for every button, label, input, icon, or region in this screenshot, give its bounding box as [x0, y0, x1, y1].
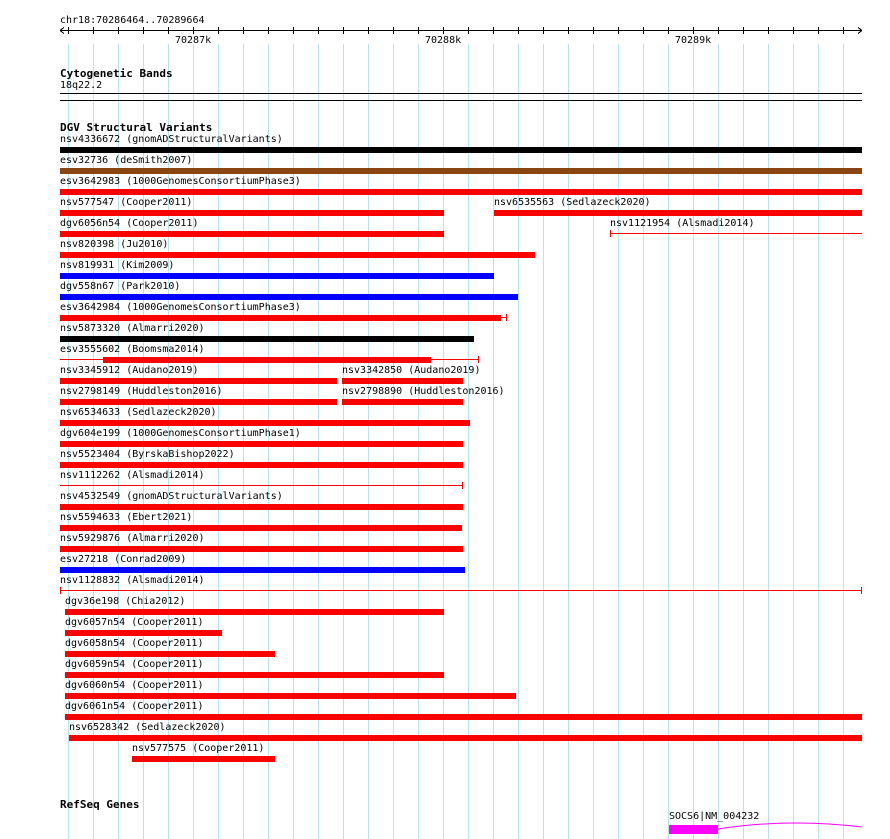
- feature-end-cap: [861, 587, 862, 594]
- feature-bar[interactable]: [65, 672, 444, 678]
- feature-label: dgv6061n54 (Cooper2011): [65, 701, 204, 712]
- feature-label: dgv6059n54 (Cooper2011): [65, 659, 204, 670]
- feature-label: dgv6058n54 (Cooper2011): [65, 638, 204, 649]
- feature-label: nsv1128832 (Alsmadi2014): [60, 575, 205, 586]
- tick-label-3: 70289k: [675, 35, 712, 46]
- dgv-track-title[interactable]: DGV Structural Variants: [60, 121, 213, 134]
- feature-bar[interactable]: [60, 546, 463, 552]
- feature-label: dgv6056n54 (Cooper2011): [60, 218, 199, 229]
- feature-bar[interactable]: [60, 504, 463, 510]
- feature-label: dgv6057n54 (Cooper2011): [65, 617, 204, 628]
- feature-label: nsv4532549 (gnomADStructuralVariants): [60, 491, 283, 502]
- feature-end-cap: [506, 314, 507, 321]
- cyto-band-top: [60, 93, 862, 94]
- gene-label: SOCS6|NM_004232: [669, 811, 760, 822]
- feature-line[interactable]: [610, 233, 862, 234]
- feature-label: dgv36e198 (Chia2012): [65, 596, 186, 607]
- feature-bar[interactable]: [60, 168, 862, 174]
- feature-end-cap: [610, 230, 611, 237]
- feature-label: nsv5929876 (Almarri2020): [60, 533, 205, 544]
- tick-label-2: 70288k: [425, 35, 462, 46]
- feature-label: esv3555602 (Boomsma2014): [60, 344, 205, 355]
- feature-bar[interactable]: [60, 525, 462, 531]
- feature-bar[interactable]: [65, 609, 444, 615]
- feature-bar[interactable]: [60, 399, 337, 405]
- feature-bar[interactable]: [65, 693, 516, 699]
- cyto-band-label: 18q22.2: [60, 80, 103, 91]
- cyto-band-bottom: [60, 100, 862, 101]
- feature-label: nsv1121954 (Alsmadi2014): [610, 218, 755, 229]
- feature-label: nsv577575 (Cooper2011): [132, 743, 265, 754]
- feature-label: nsv6528342 (Sedlazeck2020): [69, 722, 226, 733]
- feature-label: nsv5523404 (ByrskaBishop2022): [60, 449, 235, 460]
- feature-bar[interactable]: [60, 462, 463, 468]
- feature-bar[interactable]: [69, 735, 862, 741]
- feature-bar[interactable]: [60, 315, 501, 321]
- feature-label: nsv1112262 (Alsmadi2014): [60, 470, 205, 481]
- feature-bar[interactable]: [60, 231, 444, 237]
- feature-label: esv3642983 (1000GenomesConsortiumPhase3): [60, 176, 301, 187]
- feature-bar[interactable]: [60, 252, 535, 258]
- location-label: chr18:70286464..70289664: [60, 15, 205, 26]
- feature-label: nsv5594633 (Ebert2021): [60, 512, 193, 523]
- feature-bar[interactable]: [103, 357, 431, 363]
- feature-label: esv32736 (deSmith2007): [60, 155, 193, 166]
- feature-bar[interactable]: [342, 399, 463, 405]
- feature-label: dgv558n67 (Park2010): [60, 281, 181, 292]
- feature-bar[interactable]: [132, 756, 275, 762]
- feature-bar[interactable]: [342, 378, 463, 384]
- feature-bar[interactable]: [60, 189, 862, 195]
- feature-label: nsv2798890 (Huddleston2016): [342, 386, 505, 397]
- gene-intron-line: [718, 822, 862, 832]
- feature-label: nsv820398 (Ju2010): [60, 239, 169, 250]
- feature-bar[interactable]: [60, 147, 862, 153]
- feature-bar[interactable]: [60, 378, 337, 384]
- feature-label: dgv6060n54 (Cooper2011): [65, 680, 204, 691]
- feature-label: nsv3345912 (Audano2019): [60, 365, 199, 376]
- feature-bar[interactable]: [60, 567, 465, 573]
- feature-bar[interactable]: [65, 651, 275, 657]
- feature-label: esv3642984 (1000GenomesConsortiumPhase3): [60, 302, 301, 313]
- feature-label: nsv2798149 (Huddleston2016): [60, 386, 223, 397]
- tick-label-1: 70287k: [175, 35, 212, 46]
- feature-bar[interactable]: [65, 714, 862, 720]
- gene-exon[interactable]: [669, 825, 718, 834]
- cyto-track-title[interactable]: Cytogenetic Bands: [60, 67, 173, 80]
- feature-label: nsv577547 (Cooper2011): [60, 197, 193, 208]
- feature-label: nsv6534633 (Sedlazeck2020): [60, 407, 217, 418]
- refseq-track-title[interactable]: RefSeq Genes: [60, 798, 140, 811]
- feature-bar[interactable]: [60, 441, 463, 447]
- feature-label: esv27218 (Conrad2009): [60, 554, 187, 565]
- feature-end-cap: [478, 356, 479, 363]
- feature-start-cap: [60, 587, 61, 594]
- feature-bar[interactable]: [60, 210, 444, 216]
- feature-bar[interactable]: [60, 336, 474, 342]
- feature-line[interactable]: [60, 590, 862, 591]
- feature-line[interactable]: [60, 485, 463, 486]
- feature-label: nsv5873320 (Almarri2020): [60, 323, 205, 334]
- feature-bar[interactable]: [494, 210, 862, 216]
- feature-bar[interactable]: [60, 294, 518, 300]
- feature-label: nsv4336672 (gnomADStructuralVariants): [60, 134, 283, 145]
- feature-bar[interactable]: [60, 420, 470, 426]
- feature-bar[interactable]: [60, 273, 494, 279]
- feature-bar[interactable]: [65, 630, 222, 636]
- feature-label: nsv6535563 (Sedlazeck2020): [494, 197, 651, 208]
- feature-label: nsv3342850 (Audano2019): [342, 365, 481, 376]
- feature-label: nsv819931 (Kim2009): [60, 260, 175, 271]
- feature-label: dgv604e199 (1000GenomesConsortiumPhase1): [60, 428, 301, 439]
- feature-end-cap: [462, 482, 463, 489]
